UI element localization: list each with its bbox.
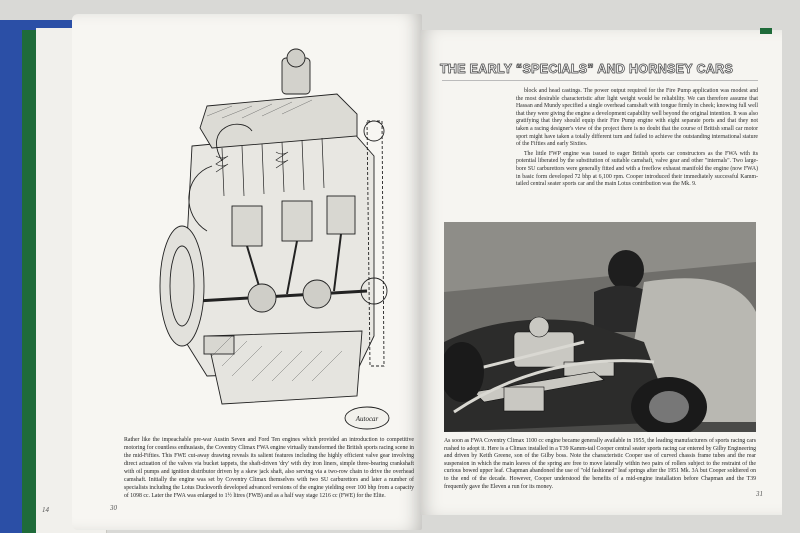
autocar-logo-text: Autocar	[355, 415, 379, 423]
right-page-number: 31	[756, 490, 763, 498]
right-body-text	[516, 88, 758, 191]
race-car-photo	[444, 222, 756, 432]
right-page	[420, 30, 782, 515]
engine-cutaway-drawing	[112, 36, 412, 448]
header-rule	[442, 80, 758, 81]
photo-caption: As soon as FWA Coventry Climax 1100 cc engine became generally available in 1955, the leading manufacturers of sports racing cars rushed to adopt it. Here is a Climax installed in a T39 Kamm-tail Cooper central seater sports racing car entered by Gilby Engineering and driven by Keith Greene, son of the Gilby boss. Note the characteristic Cooper use of curved chassis frame tubes and the rear suspension in which the main leaves of the spring are free to move laterally within two pairs of rollers subject to the restraint of the curious bowed upper leaf. Chapman abandoned the use of "old fashioned" leaf springs after the 1951 Mk. 3A but Cooper soldiered on to the end of the decade. However, Cooper understood the benefits of a mid-engine installation before Chapman and the T39 frequently gave the Eleven a run for its money.	[444, 438, 756, 490]
chapter-header: THE EARLY “SPECIALS” AND HORNSEY CARS	[440, 62, 734, 76]
book-cover-green-corner	[760, 28, 772, 34]
left-caption: Rather like the impeachable pre-war Austin Seven and Ford Ten engines which provided an introduction to competitive motoring for countless enthusiasts, the Coventry Climax FWA engine virtually transformed the British sports racing scene in the mid-Fifties. This FWE cut-away drawing reveals its salient features including the highly efficient valve gear involving direct actuation of the valves via bucket tappets, the shaft-driven 'dry' with dry iron liners, simple three-bearing crankshaft with oil pumps and ignition distributor driven by a skew jack shaft, also serving via a two-row chain to drive the overhead camshaft. Initially the engine was set by Coventry Climax themselves with two SU carburettors and later a number of specialists including the Lotus Duckworth developed advanced versions of the engine yielding over 100 bhp from a capacity of 1098 cc. Later the FWA was enlarged to 1½ litres (FWB) and as a half way stage 1216 cc (FWE) for the Elite.	[124, 437, 414, 499]
book-cover-green-edge	[22, 30, 36, 533]
paragraph-1: block and head castings. The power output required for the Fire Pump application was modest and the most desirable characteristic after light weight would be reliability. We can therefore assume that Hassan and Mundy specified a single overhead camshaft with tongue firmly in cheek; knowing full well that they were giving the engine a development capability well beyond the original intention. It was also gratifying that they should equip their Fire Pump engine with eight separate ports and that they not taken a racing designer's view of the project there is no doubt that the course of British small car motor sport might have taken a totally different turn and failed to achieve the outstanding international stature of the Fifties and early Sixties.	[516, 88, 758, 148]
left-page-number: 30	[110, 504, 117, 512]
left-page	[72, 14, 422, 530]
under-page-number: 14	[42, 506, 49, 514]
paragraph-2: The little FWP engine was issued to eager British sports car constructors as the FWA with its potential liberated by the substitution of suitable camshaft, valve gear and other "internals". Two large-bore SU carburettors were generally fitted and with a freeflow exhaust manifold the engine (now FWA) in basic form developed 72 bhp at 6,100 rpm. Cooper introduced their immediately successful Kamm-tailed central seater sports car and the main Lotus contribution was the Mk. 9.	[516, 150, 758, 188]
